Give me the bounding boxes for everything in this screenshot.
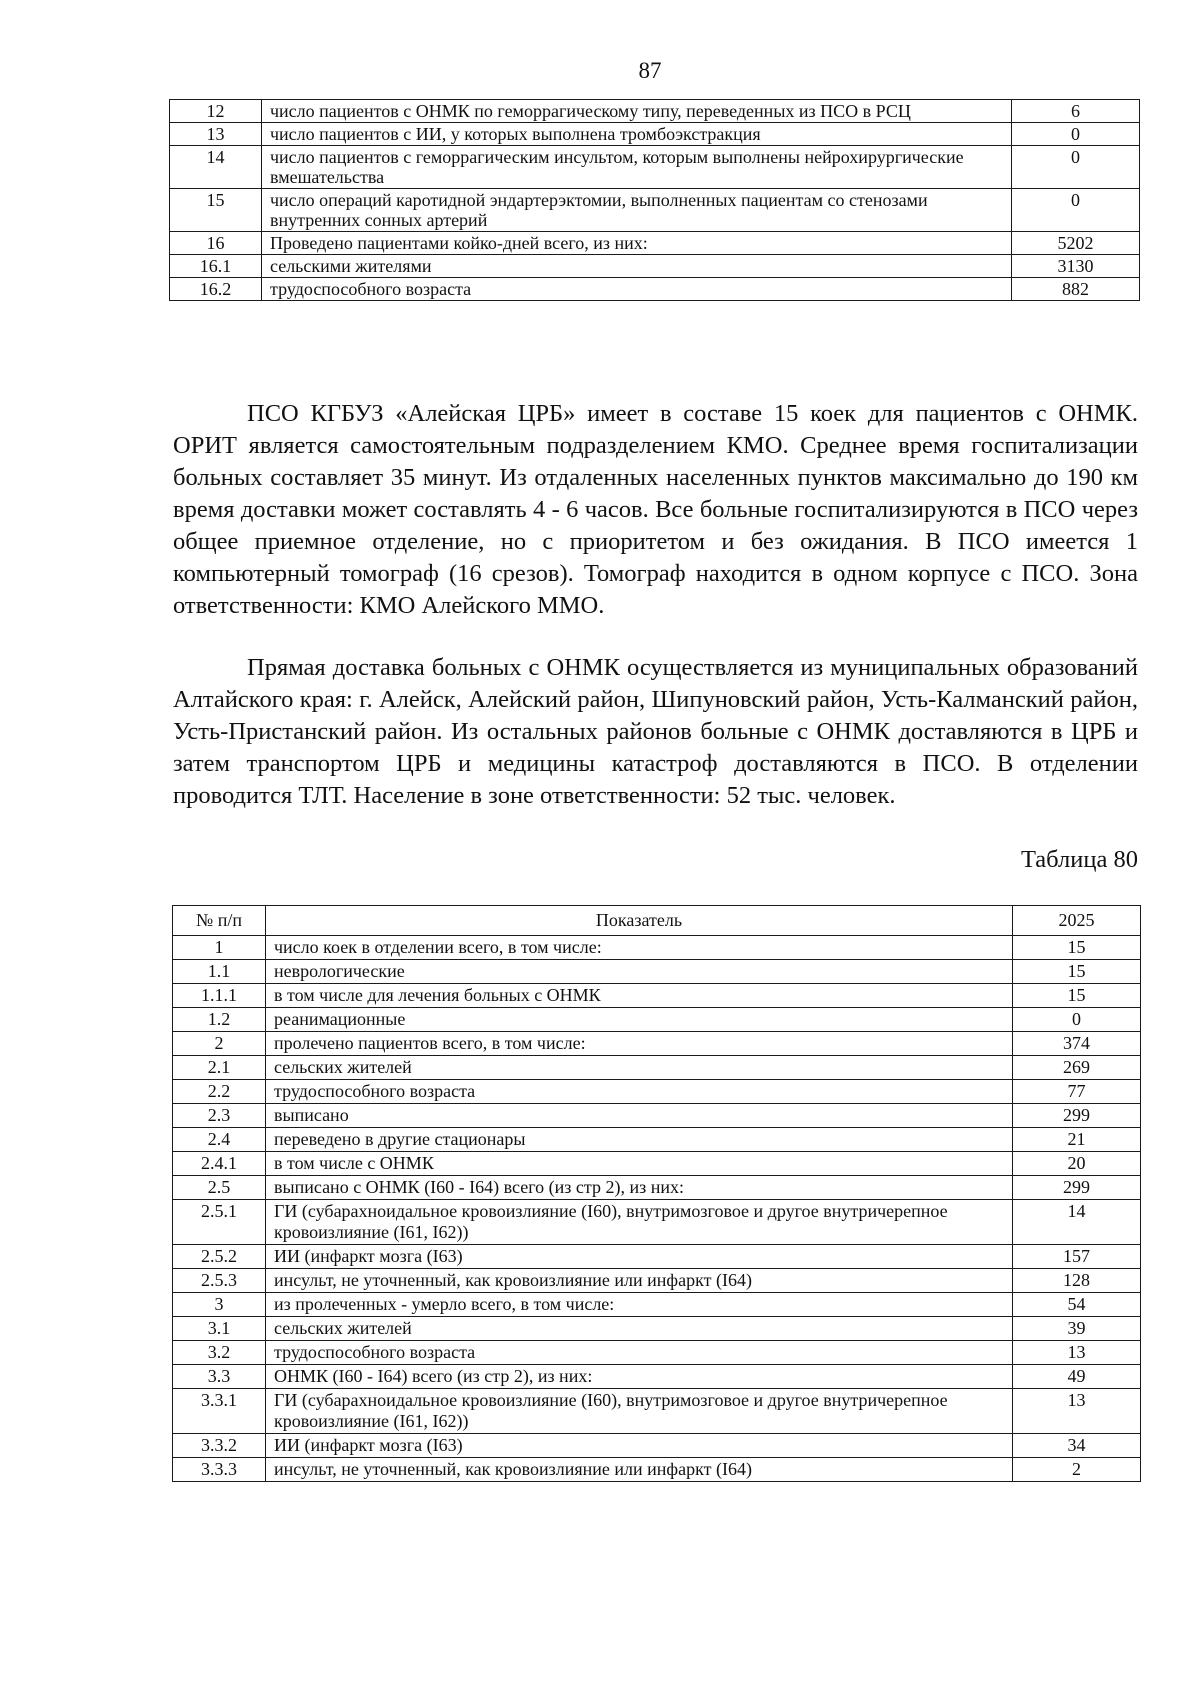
- row-label: трудоспособного возраста: [266, 1341, 1013, 1365]
- table-row: [173, 1008, 1141, 1032]
- row-value: 34: [1013, 1434, 1141, 1458]
- table-row: [173, 1341, 1141, 1365]
- row-value: 15: [1013, 936, 1141, 960]
- row-label: в том числе с ОНМК: [266, 1152, 1013, 1176]
- row-number: 2.4.1: [173, 1152, 266, 1176]
- indicators-table-80: [172, 905, 1141, 1482]
- table-row: [173, 1317, 1141, 1341]
- row-value: 299: [1013, 1176, 1141, 1200]
- row-label: неврологические: [266, 960, 1013, 984]
- row-value: 14: [1013, 1200, 1141, 1245]
- row-label: выписано: [266, 1104, 1013, 1128]
- row-value: 3130: [1012, 255, 1140, 278]
- table-header-row: [173, 906, 1141, 936]
- row-label: реанимационные: [266, 1008, 1013, 1032]
- row-label: пролечено пациентов всего, в том числе:: [266, 1032, 1013, 1056]
- table-row: [173, 1458, 1141, 1482]
- row-number: 2.5: [173, 1176, 266, 1200]
- table-row: [173, 1104, 1141, 1128]
- row-value: 2: [1013, 1458, 1141, 1482]
- indicators-table-body: [173, 936, 1141, 1482]
- header-number: № п/п: [173, 906, 266, 936]
- page-number: 87: [638, 58, 662, 83]
- row-number: 2: [173, 1032, 266, 1056]
- row-label: трудоспособного возраста: [262, 278, 1012, 301]
- row-number: 3.2: [173, 1341, 266, 1365]
- row-label: инсульт, не уточненный, как кровоизлияние или инфаркт (I64): [266, 1269, 1013, 1293]
- row-label: в том числе для лечения больных с ОНМК: [266, 984, 1013, 1008]
- row-label: число пациентов с ОНМК по геморрагическому типу, переведенных из ПСО в РСЦ: [262, 100, 1012, 123]
- row-number: 16: [170, 232, 262, 255]
- row-value: 882: [1012, 278, 1140, 301]
- row-value: 299: [1013, 1104, 1141, 1128]
- row-label: инсульт, не уточненный, как кровоизлияние или инфаркт (I64): [266, 1458, 1013, 1482]
- row-label: сельских жителей: [266, 1056, 1013, 1080]
- table-row: [173, 936, 1141, 960]
- header-year: 2025: [1013, 906, 1141, 936]
- row-value: 157: [1013, 1245, 1141, 1269]
- header-indicator: Показатель: [266, 906, 1013, 936]
- row-label: выписано с ОНМК (I60 - I64) всего (из стр 2), из них:: [266, 1176, 1013, 1200]
- row-value: 49: [1013, 1365, 1141, 1389]
- row-value: 13: [1013, 1389, 1141, 1434]
- table-caption: Таблица 80: [1020, 846, 1138, 873]
- table-row: [173, 1152, 1141, 1176]
- row-label: число пациентов с геморрагическим инсультом, которым выполнены нейрохирургические вмешательства: [262, 146, 1012, 189]
- row-number: 3.1: [173, 1317, 266, 1341]
- continued-indicators-table: [169, 99, 1140, 301]
- row-number: 1.2: [173, 1008, 266, 1032]
- row-label: число операций каротидной эндартерэктомии, выполненных пациентам со стенозами внутренних сонных артерий: [262, 189, 1012, 232]
- table-row: [170, 232, 1140, 255]
- row-number: 3.3.1: [173, 1389, 266, 1434]
- row-number: 16.2: [170, 278, 262, 301]
- row-label: число пациентов с ИИ, у которых выполнена тромбоэкстракция: [262, 123, 1012, 146]
- table-row: [173, 1200, 1141, 1245]
- table-row: [173, 1293, 1141, 1317]
- row-number: 2.1: [173, 1056, 266, 1080]
- row-label: Проведено пациентами койко-дней всего, из них:: [262, 232, 1012, 255]
- row-label: ОНМК (I60 - I64) всего (из стр 2), из них:: [266, 1365, 1013, 1389]
- row-value: 15: [1013, 960, 1141, 984]
- row-number: 2.2: [173, 1080, 266, 1104]
- table-row: [173, 1434, 1141, 1458]
- table-row: [170, 189, 1140, 232]
- row-number: 1.1: [173, 960, 266, 984]
- row-value: 15: [1013, 984, 1141, 1008]
- row-label: ГИ (субарахноидальное кровоизлияние (I60), внутримозговое и другое внутричерепное кровоизлияние (I61, I62)): [266, 1200, 1013, 1245]
- row-number: 12: [170, 100, 262, 123]
- row-number: 3.3.2: [173, 1434, 266, 1458]
- table-row: [173, 1080, 1141, 1104]
- row-number: 13: [170, 123, 262, 146]
- row-value: 20: [1013, 1152, 1141, 1176]
- table-row: [173, 1056, 1141, 1080]
- row-value: 269: [1013, 1056, 1141, 1080]
- paragraph-delivery: [173, 652, 1138, 812]
- row-label: сельских жителей: [266, 1317, 1013, 1341]
- table-row: [170, 100, 1140, 123]
- row-value: 54: [1013, 1293, 1141, 1317]
- paragraph-text: Прямая доставка больных с ОНМК осуществляется из муниципальных образований Алтайского края: г. Алейск, Алейский район, Шипуновский район, Усть-Калманский район, Усть-Пристанский район. Из остальных районов больные с ОНМК доставляются в ЦРБ и затем транспортом ЦРБ и медицины катастроф доставляются в ПСО. В отделении проводится ТЛТ. Население в зоне ответственности: 52 тыс. человек.: [173, 654, 1138, 809]
- row-label: переведено в другие стационары: [266, 1128, 1013, 1152]
- row-label: трудоспособного возраста: [266, 1080, 1013, 1104]
- row-number: 1: [173, 936, 266, 960]
- table-row: [173, 1176, 1141, 1200]
- paragraph-text: ПСО КГБУЗ «Алейская ЦРБ» имеет в составе 15 коек для пациентов с ОНМК. ОРИТ является самостоятельным подразделением КМО. Среднее время госпитализации больных составляет 35 минут. Из отдаленных населенных пунктов максимально до 190 км время доставки может составлять 4 - 6 часов. Все больные госпитализируются в ПСО через общее приемное отделение, но с приоритетом и без ожидания. В ПСО имеется 1 компьютерный томограф (16 срезов). Томограф находится в одном корпусе с ПСО. Зона ответственности: КМО Алейского ММО.: [173, 400, 1138, 619]
- table-row: [173, 1365, 1141, 1389]
- table-row: [173, 1032, 1141, 1056]
- row-value: 128: [1013, 1269, 1141, 1293]
- row-label: сельскими жителями: [262, 255, 1012, 278]
- row-number: 2.5.3: [173, 1269, 266, 1293]
- row-value: 39: [1013, 1317, 1141, 1341]
- row-value: 374: [1013, 1032, 1141, 1056]
- row-value: 0: [1012, 189, 1140, 232]
- table-row: [170, 255, 1140, 278]
- row-value: 77: [1013, 1080, 1141, 1104]
- row-number: 3.3.3: [173, 1458, 266, 1482]
- row-label: число коек в отделении всего, в том числе:: [266, 936, 1013, 960]
- table-row: [173, 1245, 1141, 1269]
- continued-indicators-table-body: [170, 100, 1140, 301]
- row-number: 2.4: [173, 1128, 266, 1152]
- table-row: [170, 278, 1140, 301]
- table-row: [173, 1389, 1141, 1434]
- row-number: 3: [173, 1293, 266, 1317]
- row-value: 0: [1013, 1008, 1141, 1032]
- row-number: 16.1: [170, 255, 262, 278]
- row-number: 3.3: [173, 1365, 266, 1389]
- table-row: [173, 960, 1141, 984]
- row-value: 0: [1012, 123, 1140, 146]
- row-number: 2.3: [173, 1104, 266, 1128]
- row-label: ГИ (субарахноидальное кровоизлияние (I60), внутримозговое и другое внутричерепное кровоизлияние (I61, I62)): [266, 1389, 1013, 1434]
- table-row: [173, 1269, 1141, 1293]
- row-value: 5202: [1012, 232, 1140, 255]
- row-number: 1.1.1: [173, 984, 266, 1008]
- table-row: [173, 1128, 1141, 1152]
- table-row: [170, 123, 1140, 146]
- row-value: 13: [1013, 1341, 1141, 1365]
- row-value: 6: [1012, 100, 1140, 123]
- table-row: [170, 146, 1140, 189]
- paragraph-description: [173, 398, 1138, 622]
- row-value: 21: [1013, 1128, 1141, 1152]
- row-label: ИИ (инфаркт мозга (I63): [266, 1245, 1013, 1269]
- row-value: 0: [1012, 146, 1140, 189]
- row-label: ИИ (инфаркт мозга (I63): [266, 1434, 1013, 1458]
- table-row: [173, 984, 1141, 1008]
- row-number: 2.5.1: [173, 1200, 266, 1245]
- row-label: из пролеченных - умерло всего, в том числе:: [266, 1293, 1013, 1317]
- row-number: 14: [170, 146, 262, 189]
- row-number: 15: [170, 189, 262, 232]
- row-number: 2.5.2: [173, 1245, 266, 1269]
